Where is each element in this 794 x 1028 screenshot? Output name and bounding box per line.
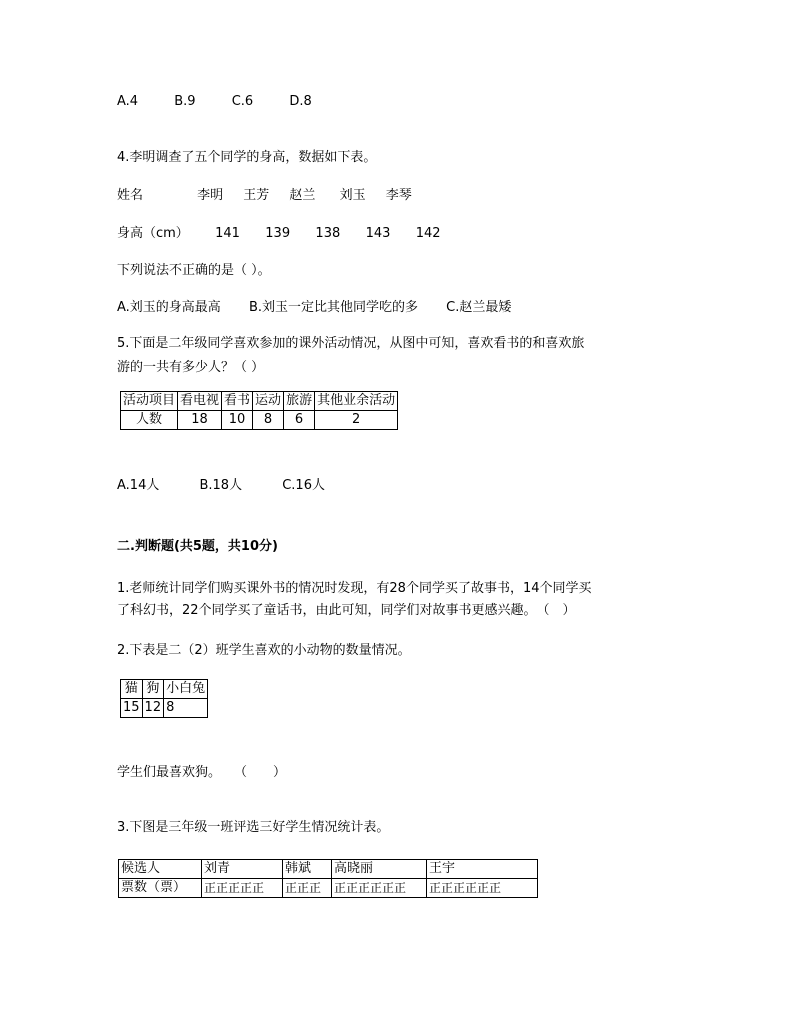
q4-name-5: 李琴 [385,188,412,203]
table-cell: 正正正正正正 [332,879,427,898]
q4-height-2: 139 [265,226,291,241]
j3-vote-table [118,859,538,898]
table-header-cell: 小白兔 [164,680,208,699]
q4-question: 下列说法不正确的是（ ）。 [117,263,271,278]
q4-option-c: C.赵兰最矮 [446,300,512,315]
q3-option-a: A.4 [117,94,139,109]
table-cell: 6 [284,411,315,430]
table-header-cell: 韩斌 [283,860,332,879]
q3-option-d: D.8 [289,94,312,109]
table-header-cell: 高晓丽 [332,860,427,879]
table-row [121,699,208,718]
q4-name-row [117,184,412,203]
table-header-cell: 王宇 [427,860,538,879]
table-header-cell: 其他业余活动 [315,392,398,411]
j2-statement: 学生们最喜欢狗。 （ ） [117,765,287,780]
j2-stem: 2.下表是二（2）班学生喜欢的小动物的数量情况。 [117,643,411,658]
j2-animal-table [120,679,208,718]
table-row [121,680,208,699]
table-cell: 正正正正正 [202,879,283,898]
q5-option-a: A.14人 [117,478,160,493]
table-header-cell: 活动项目 [121,392,178,411]
q5-option-b: B.18人 [199,478,243,493]
table-cell: 12 [142,699,164,718]
table-row [119,860,538,879]
q4-name-2: 王芳 [243,188,270,203]
q5-stem-line1: 5.下面是二年级同学喜欢参加的课外活动情况，从图中可知，喜欢看书的和喜欢旅 [117,336,585,351]
q4-height-1: 141 [215,226,240,241]
q4-name-label: 姓名 [117,188,144,203]
j1-line2: 了科幻书，22个同学买了童话书，由此可知，同学们对故事书更感兴趣。 （ ） [117,603,576,618]
table-row [119,879,538,898]
q3-option-b: B.9 [174,94,196,109]
table-header-cell: 看电视 [178,392,222,411]
table-cell: 15 [121,699,143,718]
q5-stem-line2: 游的一共有多少人？（ ） [117,360,265,375]
j3-stem: 3.下图是三年级一班评选三好学生情况统计表。 [117,820,390,835]
table-cell: 票数（票） [119,879,202,898]
table-row [121,411,398,430]
table-cell: 正正正正正正 [427,879,538,898]
q3-option-c: C.6 [231,94,254,109]
table-cell: 10 [222,411,253,430]
q4-height-5: 142 [415,226,441,241]
table-cell: 正正正 [283,879,332,898]
j1-line1: 1.老师统计同学们购买课外书的情况时发现，有28个同学买了故事书，14个同学买 [117,581,592,596]
q4-height-label: 身高（cm） [117,226,189,241]
q4-height-4: 143 [365,226,391,241]
q4-option-b: B.刘玉一定比其他同学吃的多 [248,300,419,315]
table-header-cell: 刘青 [202,860,283,879]
q5-option-c: C.16人 [282,478,325,493]
table-cell: 人数 [121,411,178,430]
table-cell: 18 [178,411,222,430]
q4-name-1: 李明 [197,188,224,203]
table-header-cell: 猫 [121,680,143,699]
q3-options [117,94,312,109]
q4-height-row [117,222,441,241]
table-cell: 8 [253,411,284,430]
q4-name-3: 赵兰 [289,188,316,203]
table-cell: 8 [164,699,208,718]
q5-activity-table [120,391,398,430]
q4-options [117,296,511,315]
table-header-cell: 运动 [253,392,284,411]
table-row [121,392,398,411]
table-cell: 2 [315,411,398,430]
q5-options [117,474,325,493]
q4-name-4: 刘玉 [339,188,366,203]
table-header-cell: 候选人 [119,860,202,879]
q4-height-3: 138 [315,226,341,241]
q4-stem: 4.李明调查了五个同学的身高，数据如下表。 [117,150,377,165]
table-header-cell: 旅游 [284,392,315,411]
q4-option-a: A.刘玉的身高最高 [117,300,221,315]
table-header-cell: 狗 [142,680,164,699]
table-header-cell: 看书 [222,392,253,411]
section-title: 二.判断题(共5题，共10分) [117,539,278,554]
